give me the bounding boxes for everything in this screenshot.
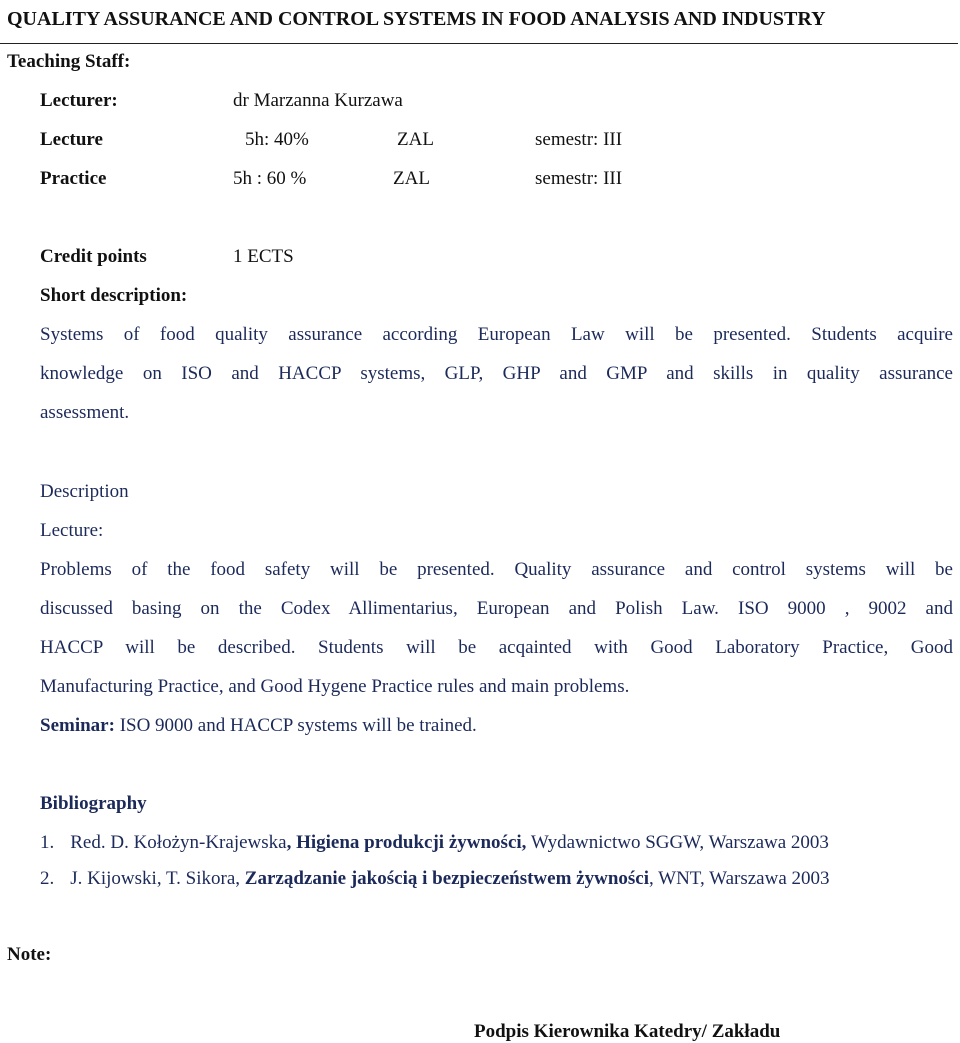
lecture-label: Lecture xyxy=(40,129,103,150)
signature-line: Podpis Kierownika Katedry/ Zakładu xyxy=(474,1021,781,1042)
practice-semester: semestr: III xyxy=(535,168,623,189)
bibliography-item xyxy=(40,869,830,888)
teaching-staff-label: Teaching Staff: xyxy=(7,51,131,72)
lecturer-name: dr Marzanna Kurzawa xyxy=(233,90,403,111)
bibliography-heading: Bibliography xyxy=(40,793,147,814)
description-line: Problems of the food safety will be presented. Quality assurance and control systems will be xyxy=(40,559,953,580)
lecture-semester: semestr: III xyxy=(535,129,623,150)
bibliography-publisher: , WNT, Warszawa 2003 xyxy=(649,868,830,889)
seminar-text: ISO 9000 and HACCP systems will be trained. xyxy=(114,715,477,736)
bibliography-publisher: Wydawnictwo SGGW, Warszawa 2003 xyxy=(526,832,829,853)
lecture-form: ZAL xyxy=(397,129,434,150)
bibliography-number: 1. xyxy=(40,832,55,853)
title-divider xyxy=(0,43,958,44)
description-line: Manufacturing Practice, and Good Hygene Practice rules and main problems. xyxy=(40,676,630,697)
description-heading: Description xyxy=(40,481,129,502)
bibliography-authors: J. Kijowski, T. Sikora xyxy=(70,868,236,889)
credit-points-value: 1 ECTS xyxy=(233,246,294,267)
practice-label: Practice xyxy=(40,168,107,189)
practice-hours: 5h : 60 % xyxy=(233,168,307,189)
note-label: Note: xyxy=(7,944,52,965)
lecture-hours: 5h: 40% xyxy=(245,129,309,150)
bibliography-title: Zarządzanie jakością i bezpieczeństwem żywności xyxy=(244,868,649,889)
description-line: HACCP will be described. Students will be acqainted with Good Laboratory Practice, Good xyxy=(40,637,953,658)
bibliography-item xyxy=(40,833,829,852)
short-description-line: assessment. xyxy=(40,402,130,423)
seminar-line xyxy=(40,716,477,735)
document-title: QUALITY ASSURANCE AND CONTROL SYSTEMS IN FOOD ANALYSIS AND INDUSTRY xyxy=(7,8,826,30)
practice-form: ZAL xyxy=(393,168,430,189)
credit-points-label: Credit points xyxy=(40,246,147,267)
bibliography-number: 2. xyxy=(40,868,55,889)
short-description-line: knowledge on ISO and HACCP systems, GLP, GHP and GMP and skills in quality assurance xyxy=(40,363,953,384)
bibliography-separator: , xyxy=(286,832,297,853)
bibliography-authors: Red. D. Kołożyn-Krajewska xyxy=(70,832,287,853)
lecturer-label: Lecturer: xyxy=(40,90,118,111)
bibliography-title: Higiena produkcji żywności, xyxy=(296,832,527,853)
lecture-description-heading: Lecture: xyxy=(40,520,104,541)
bibliography-separator: , xyxy=(235,868,245,889)
seminar-label: Seminar: xyxy=(40,715,115,736)
short-description-heading: Short description: xyxy=(40,285,188,306)
description-line: discussed basing on the Codex Allimentarius, European and Polish Law. ISO 9000 , 9002 and xyxy=(40,598,953,619)
short-description-line: Systems of food quality assurance according European Law will be presented. Students acquire xyxy=(40,324,953,345)
